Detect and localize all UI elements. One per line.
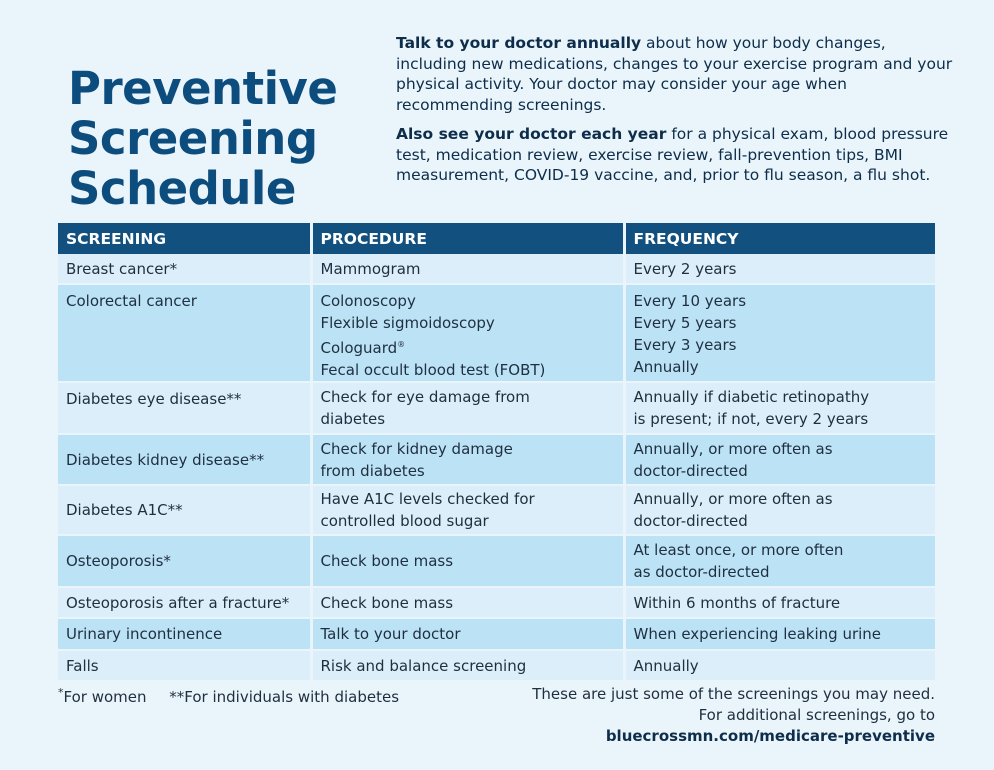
cell-procedure	[311, 284, 624, 382]
intro-p1-bold: Talk to your doctor annually	[396, 34, 642, 52]
title-line-3: Schedule	[68, 162, 296, 215]
cell-line: Annually, or more often as	[633, 490, 833, 508]
cell-frequency	[624, 382, 935, 434]
cell-screening: Diabetes eye disease**	[58, 382, 311, 434]
column-header-frequency: FREQUENCY	[624, 223, 935, 254]
cell-line: diabetes	[320, 410, 386, 428]
cell-line: Annually if diabetic retinopathy	[633, 388, 870, 406]
page-title	[68, 64, 337, 214]
cell-screening: Colorectal cancer	[58, 284, 311, 382]
footnote-diabetes	[169, 688, 399, 706]
intro-paragraph-2	[396, 124, 956, 186]
title-line-1: Preventive	[68, 62, 338, 115]
cell-line: Every 3 years	[633, 336, 737, 354]
cell-line: Every 10 years	[633, 292, 747, 310]
intro-p2-rest: for a physical exam, blood pressure test, medication review, exercise review, fall-prevention tips, BMI measurement, COVID-19 vaccine, and, prior to flu season, a flu shot.	[396, 125, 949, 184]
cell-screening: Breast cancer*	[58, 254, 311, 284]
cell-procedure	[311, 434, 624, 485]
website-link[interactable]: bluecrossmn.com/medicare-preventive	[605, 727, 935, 745]
cell-line: Annually, or more often as	[633, 439, 833, 458]
cell-screening: Diabetes kidney disease**	[58, 434, 311, 485]
table-row	[58, 382, 935, 434]
cell-procedure	[311, 485, 624, 535]
cell-procedure	[311, 618, 624, 650]
cell-line: When experiencing leaking urine	[633, 625, 882, 643]
cell-line: as doctor-directed	[633, 563, 770, 581]
cell-frequency	[624, 618, 935, 650]
cell-screening: Osteoporosis after a fracture*	[58, 587, 311, 618]
cell-line: from diabetes	[320, 461, 425, 480]
table-row	[58, 535, 935, 587]
intro-paragraph-1	[396, 33, 956, 115]
intro-p1-rest: about how your body changes, including new medications, changes to your exercise program and your physical activity. Your doctor may consider your age when recommending screenings.	[396, 34, 953, 114]
cell-line: Annually	[633, 358, 699, 376]
cell-line: Have A1C levels checked for	[320, 490, 535, 508]
footnote-diabetes-text: For individuals with diabetes	[184, 688, 400, 706]
cell-procedure	[311, 587, 624, 618]
cell-line: Check bone mass	[320, 593, 454, 612]
cell-screening: Falls	[58, 650, 311, 681]
cell-screening: Osteoporosis*	[58, 535, 311, 587]
cell-frequency	[624, 254, 935, 284]
note-line-2: For additional screenings, go to	[698, 706, 935, 724]
table-header-row	[58, 223, 935, 254]
cell-line: Check for kidney damage	[320, 439, 513, 458]
cell-line: Colonoscopy	[320, 292, 416, 310]
cell-frequency	[624, 587, 935, 618]
table-row	[58, 618, 935, 650]
screening-table	[58, 223, 935, 682]
intro-p2-bold: Also see your doctor each year	[396, 125, 667, 143]
footnote-women	[58, 688, 147, 706]
cell-line: Mammogram	[320, 259, 421, 278]
table-row	[58, 650, 935, 681]
cell-screening: Urinary incontinence	[58, 618, 311, 650]
table-row	[58, 254, 935, 284]
column-header-procedure: PROCEDURE	[311, 223, 624, 254]
cell-frequency	[624, 485, 935, 535]
title-line-2: Screening	[68, 112, 318, 165]
cell-line: Fecal occult blood test (FOBT)	[320, 361, 546, 379]
cell-line: Every 5 years	[633, 314, 737, 332]
cell-line: Flexible sigmoidoscopy	[320, 314, 495, 332]
footnote-women-text: For women	[63, 688, 147, 706]
cell-line: doctor-directed	[633, 461, 748, 480]
table-row	[58, 485, 935, 535]
footnote-diabetes-mark: **	[169, 688, 185, 706]
cell-line: Risk and balance screening	[320, 656, 527, 675]
cell-line: Check bone mass	[320, 552, 454, 570]
table-row	[58, 434, 935, 485]
note-line-1: These are just some of the screenings you may need.	[532, 685, 935, 703]
cell-line: Every 2 years	[633, 259, 737, 278]
cell-line: doctor-directed	[633, 512, 748, 530]
cell-procedure	[311, 650, 624, 681]
cell-procedure	[311, 535, 624, 587]
table-row	[58, 284, 935, 382]
footnotes	[58, 686, 417, 706]
cell-frequency	[624, 284, 935, 382]
cell-line	[321, 334, 615, 359]
cell-line: At least once, or more often	[633, 541, 844, 559]
table-row	[58, 587, 935, 618]
cell-procedure	[311, 254, 624, 284]
footnote-women-mark: *	[58, 686, 64, 699]
cell-screening: Diabetes A1C**	[58, 485, 311, 535]
cologuard-text: Cologuard	[320, 339, 398, 357]
additional-screenings-note	[532, 684, 935, 747]
cell-procedure	[311, 382, 624, 434]
cell-line: Within 6 months of fracture	[633, 593, 841, 612]
cell-line: Talk to your doctor	[320, 625, 461, 643]
cell-line: controlled blood sugar	[320, 512, 489, 530]
intro-text	[396, 33, 956, 195]
cell-frequency	[624, 535, 935, 587]
column-header-screening: SCREENING	[58, 223, 311, 254]
cell-line: Annually	[633, 656, 699, 675]
registered-mark: ®	[397, 340, 406, 349]
cell-frequency	[624, 650, 935, 681]
cell-frequency	[624, 434, 935, 485]
cell-line: Check for eye damage from	[320, 388, 530, 406]
cell-line: is present; if not, every 2 years	[633, 410, 869, 428]
